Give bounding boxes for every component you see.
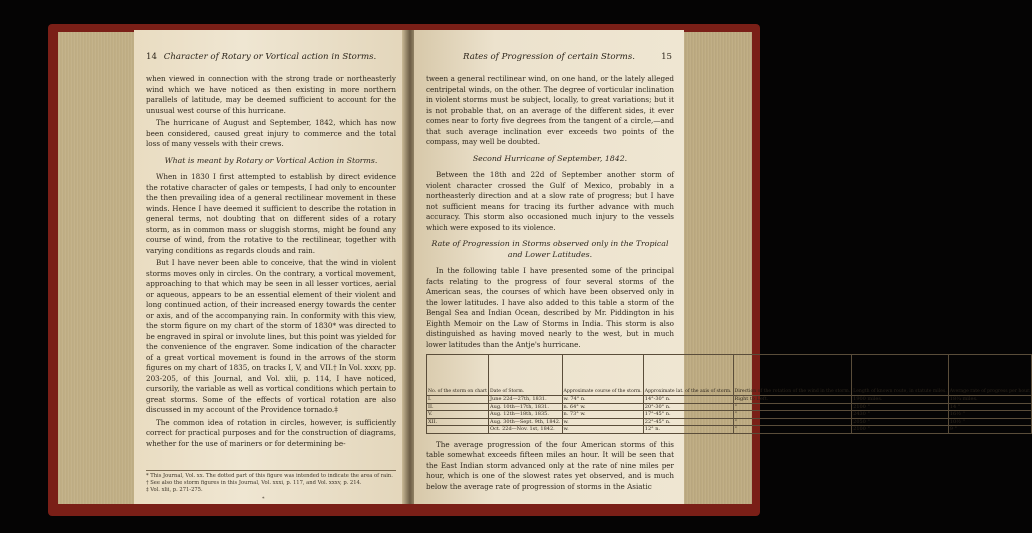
table-cell: 2050 ": [852, 418, 949, 426]
left-page-header: [146, 52, 394, 66]
table-cell: 22°-45° n.: [643, 418, 733, 426]
table-row: [427, 411, 1032, 419]
signature-mark: *: [262, 496, 265, 502]
paragraph: when viewed in connection with the strong trade or northeasterly wind which we have noticed as then existing in more northern parallels of latitude, may be deemed sufficient to account for the unusual west course of this hurricane.: [146, 74, 396, 115]
table-cell: 16½ ": [948, 411, 1031, 419]
left-page: [134, 30, 406, 504]
section-heading: Rate of Progression in Storms observed only in the Tropical and Lower Latitudes.: [431, 239, 669, 259]
table-cell: II.: [427, 403, 489, 411]
table-cell: w.: [562, 418, 643, 426]
page-number: 14: [146, 52, 157, 62]
table-cell: 10½ ": [948, 418, 1031, 426]
right-page-body: [426, 74, 1031, 494]
paragraph: In the following table I have presented some of the principal facts relating to the progress of four several storms of the American seas, the courses of which have been observed only in the lower latitudes. I have also added to this table a storm of the Bengal Sea and Indian Ocean, described by Mr. Piddington in his Eighth Memoir on the Law of Storms in India. This storm is also distinguished as having moved nearly to the west, but in much lower latitudes than the Antje's hurricane.: [426, 266, 674, 349]
table-cell: 2100 ": [852, 403, 949, 411]
table-cell: June 22d—27th, 1831.: [489, 396, 562, 404]
table-cell: n. 64° w.: [562, 403, 643, 411]
table-cell: 20°-30° n.: [643, 403, 733, 411]
storm-table: [426, 354, 1032, 434]
right-page-header: [426, 52, 672, 66]
paragraph: tween a general rectilinear wind, on one hand, or the lately alleged centripetal winds, on the other. The degree of vorticular inclination in violent storms must be subject, locally, to great variations; but it is not probable that, on an average of the different sides, it ever comes near to forty five degrees from the tangent of a circle,—and that such average inclination ever exceeds two points of the compass, may well be doubted.: [426, 74, 674, 146]
column-header: Date of Storm.: [489, 355, 562, 396]
table-cell: Aug. 10th—17th, 1831.: [489, 403, 562, 411]
table-cell: n. 73° w.: [562, 411, 643, 419]
column-header: Length of known route, in statute miles.: [852, 355, 949, 396]
table-cell: w.: [562, 426, 643, 434]
footnote: † See also the storm figures in this Journal, Vol. xxxi, p. 117, and Vol. xxxv, p. 214.: [146, 480, 362, 486]
table-cell: w. 74° n.: [562, 396, 643, 404]
table-cell: ": [733, 411, 852, 419]
column-header: Average rate of progress per hour.: [948, 355, 1031, 396]
table-row: [427, 418, 1032, 426]
section-heading: What is meant by Rotary or Vortical Action in Storms.: [164, 155, 378, 165]
table-cell: 2100 ": [852, 426, 949, 434]
table-row: [427, 396, 1032, 404]
table-cell: 18¼ miles.: [948, 396, 1031, 404]
column-header: No. of the storm on chart: [427, 355, 489, 396]
table-header-row: [427, 355, 1032, 396]
table-cell: 14°-30° n.: [643, 396, 733, 404]
table-cell: XII.: [427, 418, 489, 426]
footnotes: [146, 470, 396, 494]
section-heading: Second Hurricane of September, 1842.: [472, 153, 628, 163]
running-head: Character of Rotary or Vortical action in Storms.: [163, 52, 377, 62]
table-cell: 9 ": [948, 426, 1031, 434]
table-cell: ": [733, 403, 852, 411]
table-cell: I.: [427, 396, 489, 404]
table-cell: Aug. 12th—18th, 1835.: [489, 411, 562, 419]
paragraph: The average progression of the four American storms of this table somewhat exceeds fifteen miles an hour. It will be seen that the East Indian storm advanced only at the rate of nine miles per hour, which is one of the slowest rates yet observed, and is much below the average rate of progression of storms in the Asiatic: [426, 439, 674, 491]
table-row: [427, 426, 1032, 434]
table-cell: 2430 ": [852, 411, 949, 419]
table-cell: V.: [427, 411, 489, 419]
column-header: Approximate course of the storm.: [562, 355, 643, 396]
page-number: 15: [661, 52, 672, 62]
table-cell: ": [733, 418, 852, 426]
table-cell: ": [733, 426, 852, 434]
table-cell: 14 ": [948, 403, 1031, 411]
table-cell: 17°-45° n.: [643, 411, 733, 419]
left-page-edges: [58, 32, 138, 504]
table-row: [427, 403, 1032, 411]
column-header: Direction of the rotation of the wind in the storm.: [733, 355, 852, 396]
paragraph: When in 1830 I first attempted to establish by direct evidence the rotative character of gales or tempests, I had only to encounter the then prevailing idea of a general rectilinear movement in these winds. Hence I have deemed it sufficient to describe the rotation in general terms, not doubting that on different sides of a rotary storm, as in common mass or sluggish storms, might be found any course of wind, from the rotative to the rectilinear, together with varying conditions as regards clouds and rain.: [146, 172, 396, 255]
table-cell: 12° n.: [643, 426, 733, 434]
right-page: [414, 30, 1031, 504]
paragraph: The common idea of rotation in circles, however, is sufficiently correct for practical purposes and for the construction of diagrams, whether for the use of mariners or for determining be-: [146, 417, 396, 448]
table-cell: Right to Left.: [733, 396, 852, 404]
table-cell: Aug. 30th—Sept. 9th, 1842.: [490, 418, 561, 425]
paragraph: Between the 18th and 22d of September another storm of violent character crossed the Gulf of Mexico, probably in a northeasterly direction and at a slow rate of progress; but I have not sufficient means for tracing its further advance with much accuracy. This storm also occasioned much injury to the vessels which were exposed to its violence.: [426, 170, 674, 232]
column-header: Approximate lat. of the axis of storm.: [643, 355, 733, 396]
table-cell: [427, 426, 489, 434]
footnote: ‡ Vol. xlii, p. 271-275.: [146, 487, 203, 493]
footnote: * This Journal, Vol. xx. The dotted part of this figure was intended to indicate the area of rain.: [146, 473, 393, 479]
table-cell: Oct. 22d—Nov. 1st, 1842.: [489, 426, 562, 434]
left-page-body: [146, 74, 396, 451]
running-head: Rates of Progression of certain Storms.: [463, 52, 635, 62]
paragraph: The hurricane of August and September, 1842, which has now been considered, caused great injury to commerce and the total loss of many vessels with their crews.: [146, 118, 396, 148]
paragraph: But I have never been able to conceive, that the wind in violent storms moves only in circles. On the contrary, a vortical movement, approaching to that which may be seen in all lesser vortices, aerial or aqueous, appears to be an essential element of their violent and long continued action, of their increased energy towards the center or axis, and of the accompanying rain. In conformity with this view, the storm figure on my chart of the storm of 1830* was directed to be engraved in spiral or involute lines, but this point was yielded for the convenience of the engraver. Some indication of the character of a great vortical movement is found in the arrows of the storm figures on my chart of 1835, on tracks I, V, and VII.† In Vol. xxxv, pp. 203-205, of this Journal, and Vol. xlii, p. 114, I have noticed, cursorily, the variable as well as vortical conditions which pertain to great storms. Some of the effects of vortical rotation are also discussed in my account of the Providence tornado.‡: [146, 258, 396, 414]
table-cell: 1900 miles.: [852, 396, 949, 404]
